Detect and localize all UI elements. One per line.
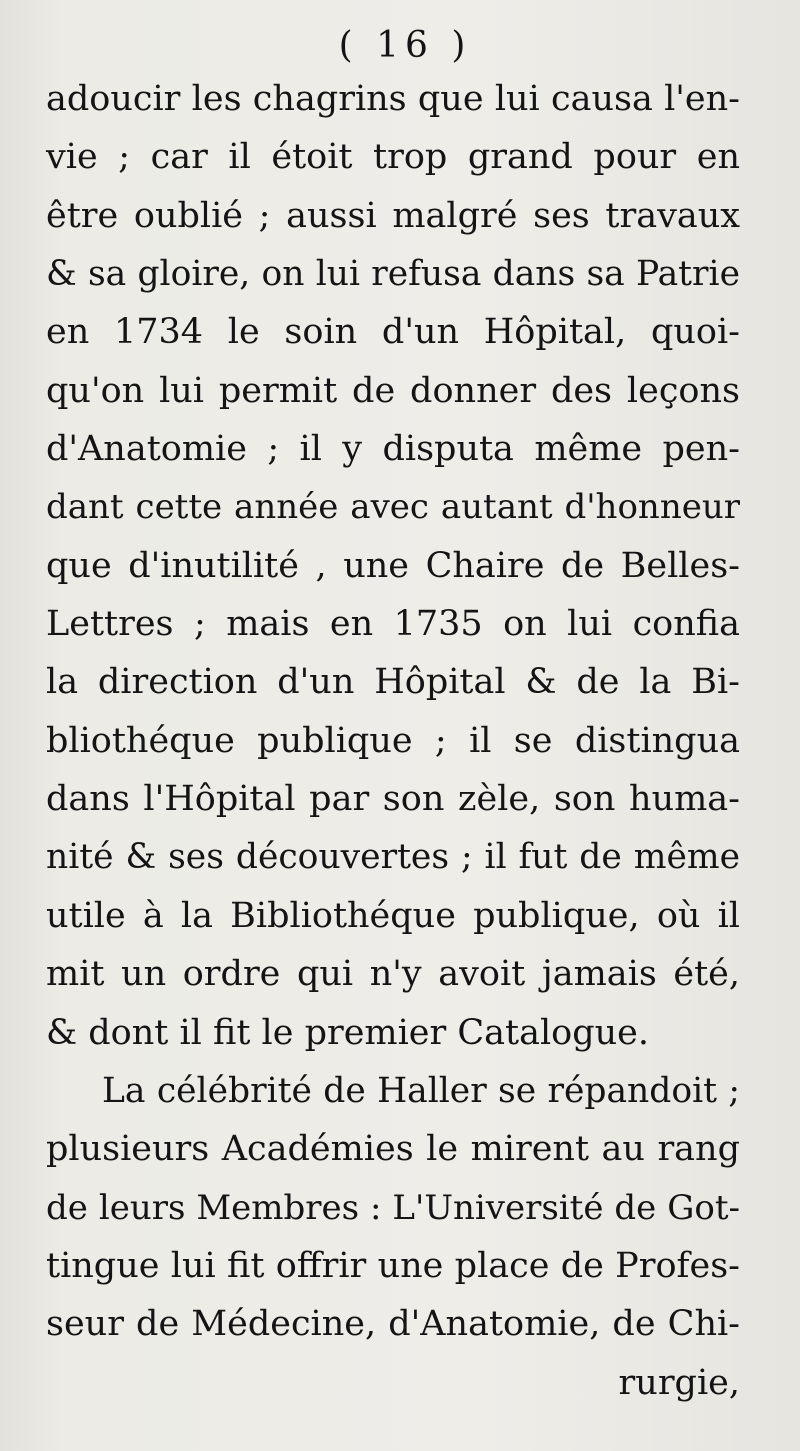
text-line: la direction d'un Hôpital & de la Bi- (46, 662, 740, 703)
text-line: seur de Médecine, d'Anatomie, de Chi- (46, 1304, 740, 1345)
text-line: en 1734 le soin d'un Hôpital, quoi- (46, 312, 740, 353)
paragraph-start-line: La célébrité de Haller se répandoit ; (102, 1070, 740, 1111)
text-line: être oublié ; aussi malgré ses travaux (46, 195, 740, 236)
text-line: adoucir les chagrins que lui causa l'en- (46, 79, 740, 119)
text-line: dans l'Hôpital par son zèle, son huma- (46, 779, 740, 820)
text-line: dant cette année avec autant d'honneur (46, 487, 740, 528)
page-number: ( 16 ) (338, 25, 472, 66)
text-line: & dont il fit le premier Catalogue. (46, 1012, 649, 1053)
body-text (46, 70, 740, 1412)
text-line: d'Anatomie ; il y disputa même pen- (46, 429, 740, 470)
text-line: Lettres ; mais en 1735 on lui confia (46, 604, 740, 645)
catchword: rurgie, (618, 1362, 740, 1403)
text-line: nité & ses découvertes ; il fut de même (46, 837, 740, 878)
text-line: & sa gloire, on lui refusa dans sa Patrie (46, 254, 740, 295)
text-line: vie ; car il étoit trop grand pour en (46, 137, 740, 178)
text-line: bliothéque publique ; il se distingua (46, 720, 740, 761)
text-line: tingue lui fit offrir une place de Profes- (46, 1245, 740, 1286)
text-line: que d'inutilité , une Chaire de Belles- (46, 545, 740, 586)
text-line: utile à la Bibliothéque publique, où il (46, 895, 740, 936)
text-line: plusieurs Académies le mirent au rang (46, 1129, 740, 1170)
text-line: mit un ordre qui n'y avoit jamais été, (46, 954, 740, 995)
text-line: de leurs Membres : L'Université de Got- (46, 1187, 740, 1228)
text-line: qu'on lui permit de donner des leçons (46, 370, 740, 411)
